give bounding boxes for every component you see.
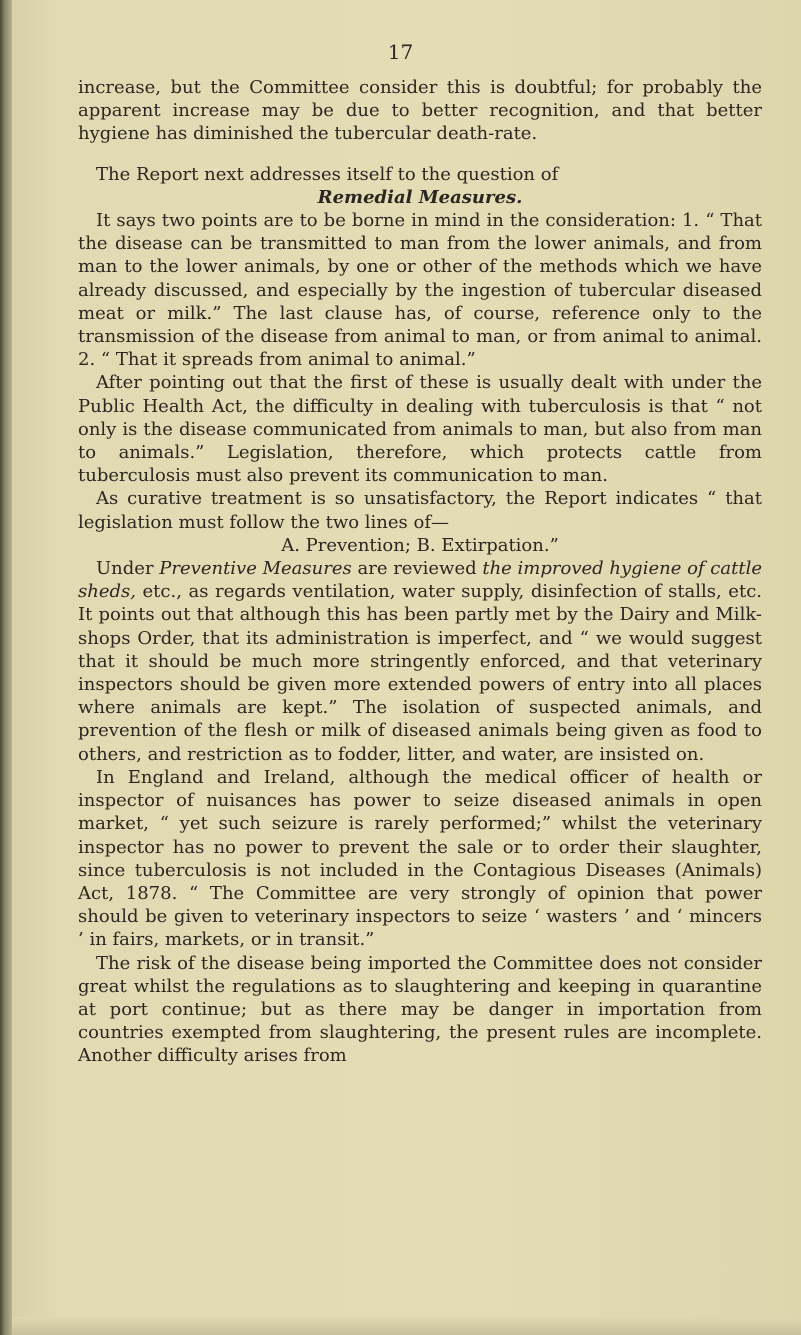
paragraph-england-ireland: In England and Ireland, although the medical officer of health or inspector of nuisances has power to seize diseased animals in open market, “ yet such seizure is rarely performed;” whilst the veterinary inspector has no power to prevent the sale or to order their slaughter, since tuberculosis is not included in the Contagious Diseases (Animals) Act, 1878. “ The Committee are very strongly of opinion that power should be given to veterinary inspectors to seize ‘ wasters ’ and ‘ mincers ’ in fairs, markets, or in transit.”	[78, 766, 762, 951]
paragraph-intro: The Report next addresses itself to the question of	[96, 163, 559, 185]
italic-run: the improved hygiene of cattle sheds,	[78, 558, 762, 603]
page-text	[78, 76, 762, 1068]
paragraph-import-risk: The risk of the disease being imported the Committee does not consider great whilst the regulations as to slaughtering and keeping in quarantine at port continue; but as there may be danger in importation from countries exempted from slaughtering, the present rules are incomplete. Another difficulty arises from	[78, 952, 762, 1067]
paragraph-two-points: It says two points are to be borne in mind in the consideration: 1. “ That the disease can be transmitted to man from the lower animals, and from man to the lower animals, by one or other of the methods which we have already discussed, and especially by the ingestion of tubercular diseased meat or milk.” The last clause has, of course, reference only to the transmission of the disease from animal to man, or from animal to animal. 2. “ That it spreads from animal to animal.”	[78, 210, 762, 371]
section-heading: Remedial Measures.	[317, 186, 523, 208]
page-number: 17	[387, 40, 414, 64]
text-run: Under	[96, 558, 160, 580]
paragraph-continuation: increase, but the Committee consider this is doubtful; for probably the apparent increase may be due to better recognition, and that better hygiene has diminished the tubercular death-rate.	[78, 77, 762, 145]
page-bottom-edge	[12, 1317, 801, 1335]
paragraph-curative-treatment: As curative treatment is so unsatisfactory, the Report indicates “ that legislation must follow the two lines of—	[78, 488, 762, 533]
paragraph-public-health-act: After pointing out that the first of these is usually dealt with under the Public Health Act, the difficulty in dealing with tuberculosis is that “ not only is the disease communicated from animals to man, but also from man to animals.” Legislation, therefore, which protects cattle from tuberculosis must also prevent its communication to man.	[78, 372, 762, 487]
prevention-extirpation-line: A. Prevention; B. Extirpation.”	[281, 534, 559, 556]
book-spine-shadow	[0, 0, 12, 1335]
text-run: are reviewed	[351, 558, 483, 580]
text-run: etc., as regards ventilation, water supply, disinfection of stalls, etc. It points out that although this has been partly met by the Dairy and Milk-shops Order, that its administration is imperfect, and “ we would suggest that it should be much more stringently enforced, and that veterinary inspectors should be given more extended powers of entry into all places where animals are kept.” The isolation of suspected animals, and prevention of the flesh or milk of diseased animals being given as food to others, and restriction as to fodder, litter, and water, are insisted on.	[78, 581, 762, 765]
paragraph-preventive-measures	[78, 557, 762, 766]
italic-run: Preventive Measures	[159, 558, 352, 580]
